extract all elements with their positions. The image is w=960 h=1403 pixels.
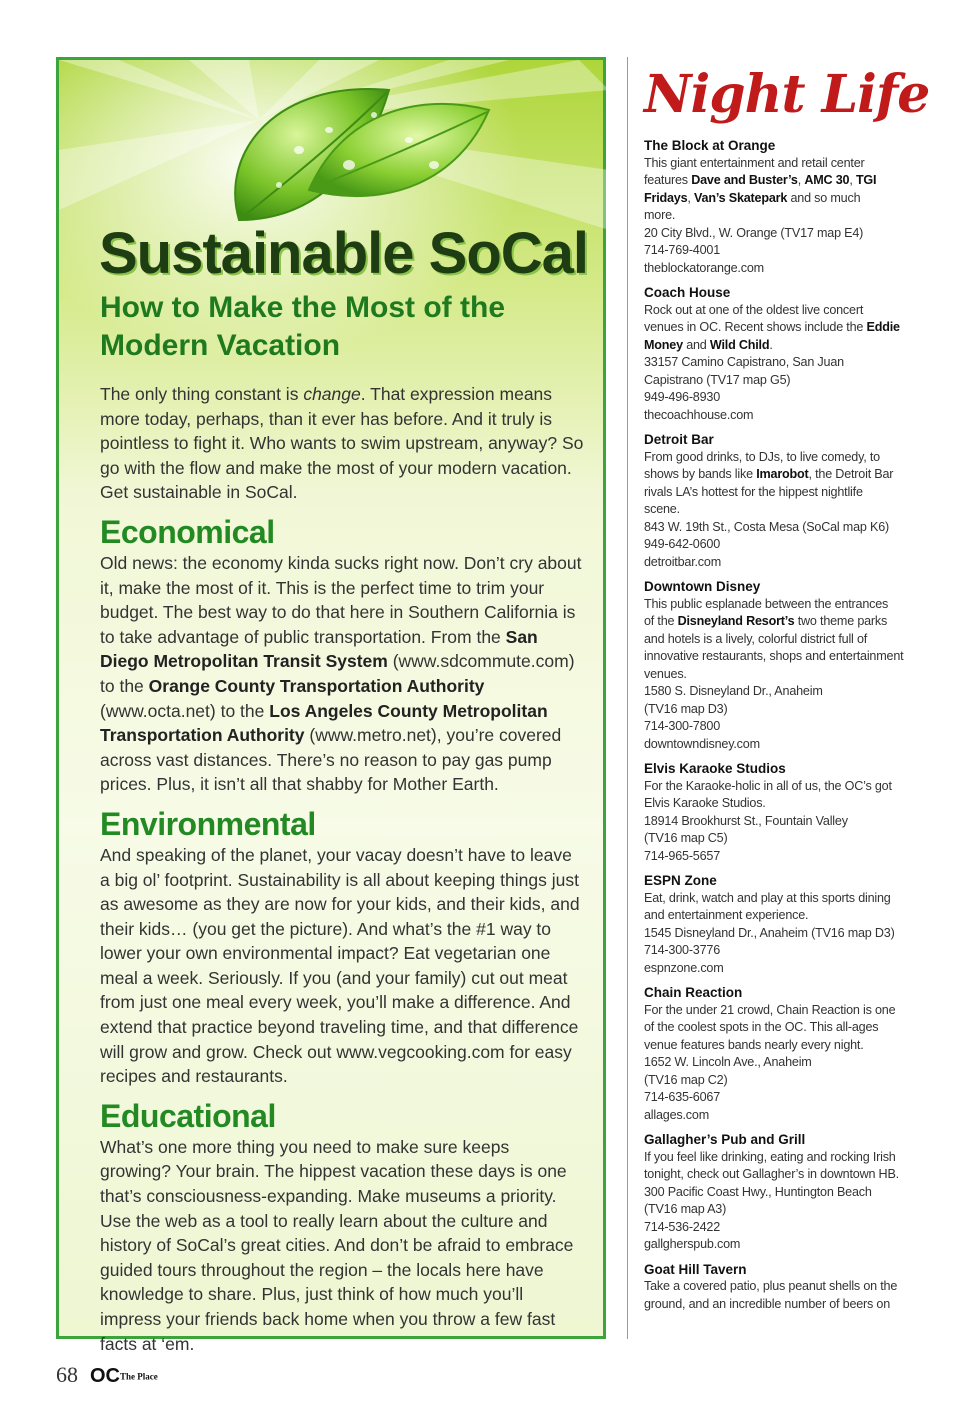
feature-title: Sustainable SoCal [99, 221, 589, 286]
text-run: For the Karaoke-holic in all of us, the OC’s got [644, 778, 892, 793]
text-run: This giant entertainment and retail center [644, 155, 865, 170]
listing-line [644, 1166, 914, 1184]
text-run: 18914 Brookhurst St., Fountain Valley [644, 813, 848, 828]
listing-line [644, 337, 914, 355]
text-run: gallgherspub.com [644, 1237, 741, 1251]
text-run: , [849, 173, 856, 187]
listing-line [644, 449, 914, 467]
bold-text: Fridays [644, 190, 688, 205]
text-run: 843 W. 19th St., Costa Mesa (SoCal map K6) [644, 519, 889, 534]
text-run: shows by bands like [644, 467, 757, 481]
text-run: Elvis Karaoke Studios. [644, 796, 766, 810]
intro-paragraph [100, 382, 585, 505]
listing-line [644, 1054, 914, 1072]
text-run: If you feel like drinking, eating and rocking Irish [644, 1149, 896, 1164]
bold-text: Dave and Buster’s [691, 173, 798, 187]
text-run: innovative restaurants, shops and entertainment [644, 649, 904, 663]
text-run: Take a covered patio, plus peanut shells on the [644, 1279, 898, 1293]
listing-line [644, 242, 914, 260]
text-run: (TV16 map D3) [644, 701, 728, 716]
listing-line [644, 484, 914, 502]
text-run: ground, and an incredible number of beers on [644, 1296, 891, 1311]
text-run: , [687, 190, 695, 205]
text-run: venue features bands nearly every night. [644, 1037, 864, 1052]
text-run: (www.sdcommute.com) to the [100, 651, 575, 696]
text-run: This public esplanade between the entrances [644, 596, 889, 611]
listing-name: The Block at Orange [644, 138, 776, 153]
text-run: and [682, 337, 710, 352]
listing-line [644, 1002, 914, 1020]
bold-text: TGI [855, 173, 877, 187]
section-heading-economical: Economical [100, 513, 275, 550]
listing-line [644, 372, 914, 390]
listing-line [644, 466, 914, 484]
text-run: espnzone.com [644, 960, 724, 975]
text-run: 714-300-3776 [644, 943, 721, 957]
listing-line [644, 1278, 914, 1296]
bold-text: Money [644, 337, 683, 352]
listing-line [644, 631, 914, 649]
feature-subtitle: How to Make the Most of the Modern Vacation [100, 291, 505, 362]
text-run: (www.octa.net) to the [100, 700, 270, 721]
brand-name: OC [90, 1365, 120, 1387]
listing-line [644, 190, 914, 208]
text-run: of the coolest spots in the OC. This all-ages [644, 1020, 879, 1034]
listing-line [644, 1296, 914, 1314]
text-run: Rock out at one of the oldest live concert [644, 302, 864, 317]
text-run: And speaking of the planet, your vacay doesn’t have to leave a big ol’ footprint. Sustainability is all about keeping things just as awesome as they are now for your kids, and their kids, and their kids… (you get the picture). And what’s the #1 way to lower your own environmental impact? Eat vegetarian one meal a week. Seriously. If you (and your family) cut out meat from just one meal every week, you’ll make a difference. And extend that practice beyond traveling time, and that difference will grow and grow. Check out www.vegcooking.com for easy recipes and restaurants. [100, 844, 580, 1087]
listing-line [644, 1107, 914, 1125]
brand-tagline: The Place [120, 1371, 158, 1382]
text-run: (TV16 map A3) [644, 1202, 727, 1216]
text-run: 1652 W. Lincoln Ave., Anaheim [644, 1055, 812, 1069]
listing-line [644, 1236, 914, 1254]
bold-text: Disneyland Resort’s [677, 614, 795, 628]
listing-line [644, 666, 914, 684]
text-run: Eat, drink, watch and play at this sports dining [644, 890, 891, 905]
listing-line [644, 890, 914, 908]
text-run: . [769, 337, 773, 352]
listing-line [644, 1089, 914, 1107]
listing-name: Gallagher’s Pub and Grill [644, 1132, 806, 1147]
listing-line [644, 172, 914, 190]
listing-name: Elvis Karaoke Studios [644, 761, 786, 776]
text-run: , [797, 173, 805, 187]
section-body-environmental [100, 843, 585, 1089]
text-run: and hotels is a lively, colorful district full of [644, 631, 868, 646]
text-run: What’s one more thing you need to make sure keeps growing? Your brain. The hippest vacation these days is one that’s consciousness-expanding. Make museums a priority. Use the web as a tool to really learn about the culture and history of SoCal’s great cities. And don’t be afraid to embrace guided tours throughout the region – the locals here have knowledge to share. Plus, just think of how much you’ll impress your friends back home when you throw a few fast facts at ‘em. [100, 1136, 574, 1354]
listing-line [644, 795, 914, 813]
text-run: scene. [644, 502, 680, 516]
text-run: 949-642-0600 [644, 537, 721, 551]
listing-item [644, 760, 914, 865]
bold-text: Imarobot [756, 467, 809, 481]
listing-line [644, 260, 914, 278]
text-run: 714-769-4001 [644, 243, 721, 257]
text-run: of the [644, 614, 678, 628]
listing-name: ESPN Zone [644, 873, 717, 888]
listing-line [644, 407, 914, 425]
section-body-educational [100, 1135, 585, 1356]
nightlife-listings [644, 137, 914, 1320]
italic-text: change [303, 384, 361, 404]
text-run: 949-496-8930 [644, 390, 721, 404]
text-run: 33157 Camino Capistrano, San Juan [644, 355, 844, 369]
nightlife-title: Night Life [644, 64, 930, 125]
text-run: . That expression means more today, perhaps, than it ever has before. And it truly is pointless to fight it. Who wants to swim upstream, anyway? So go with the flow and make the most of your modern vacation. Get sustainable in SoCal. [100, 384, 584, 503]
brand-logo [90, 1365, 158, 1388]
text-run: more. [644, 208, 676, 222]
listing-line [644, 319, 914, 337]
listing-line [644, 354, 914, 372]
section-heading-educational: Educational [100, 1097, 276, 1134]
listing-item [644, 431, 914, 571]
text-run: two theme parks [794, 614, 888, 628]
listing-line [644, 155, 914, 173]
text-run: venues. [644, 666, 687, 681]
listing-line [644, 683, 914, 701]
text-run: rivals LA’s hottest for the hippest nightlife [644, 484, 863, 499]
listing-line [644, 1184, 914, 1202]
text-run: venues in OC. Recent shows include the [644, 320, 867, 334]
text-run: (TV16 map C5) [644, 831, 728, 845]
listing-line [644, 536, 914, 554]
bold-text: Wild Child [709, 337, 770, 352]
text-run: Capistrano (TV17 map G5) [644, 372, 791, 387]
listing-line [644, 830, 914, 848]
text-run: detroitbar.com [644, 554, 721, 569]
feature-body [100, 382, 585, 1356]
text-run: downtowndisney.com [644, 736, 760, 751]
text-run: features [644, 173, 692, 187]
listing-item [644, 1131, 914, 1254]
listing-line [644, 613, 914, 631]
listing-item [644, 984, 914, 1124]
listing-line [644, 1201, 914, 1219]
bold-text: San Diego Metropolitan Transit System [100, 626, 538, 672]
listing-line [644, 907, 914, 925]
text-run: The only thing constant is [100, 384, 304, 404]
listing-line [644, 1072, 914, 1090]
listing-name: Coach House [644, 285, 731, 300]
listing-line [644, 554, 914, 572]
listing-line [644, 648, 914, 666]
text-run: thecoachhouse.com [644, 407, 754, 422]
text-run: From good drinks, to DJs, to live comedy, to [644, 449, 880, 464]
text-run: 714-965-5657 [644, 848, 721, 863]
text-run: 1545 Disneyland Dr., Anaheim (TV16 map D3) [644, 925, 895, 940]
listing-line [644, 925, 914, 943]
listing-line [644, 1019, 914, 1037]
bold-text: AMC 30 [804, 173, 850, 187]
text-run: 714-300-7800 [644, 719, 721, 733]
text-run: (TV16 map C2) [644, 1072, 728, 1087]
feature-panel [56, 57, 606, 1354]
listing-line [644, 813, 914, 831]
listing-line [644, 1219, 914, 1237]
bold-text: Los Angeles County Metropolitan Transportation Authority [100, 700, 548, 746]
listing-line [644, 848, 914, 866]
listing-line [644, 501, 914, 519]
listing-name: Chain Reaction [644, 985, 743, 1000]
listing-line [644, 736, 914, 754]
text-run: and so much [787, 190, 861, 205]
listing-item [644, 578, 914, 753]
bold-text: Eddie [866, 320, 900, 334]
section-heading-environmental: Environmental [100, 805, 316, 842]
text-run: For the under 21 crowd, Chain Reaction is one [644, 1002, 896, 1017]
text-run: 300 Pacific Coast Hwy., Huntington Beach [644, 1184, 872, 1199]
listing-line [644, 1149, 914, 1167]
text-run: , the Detroit Bar [808, 467, 894, 481]
bold-text: Orange County Transportation Authority [148, 675, 485, 696]
text-run: (www.metro.net), you’re covered across vast distances. There’s no reason to pay gas pump prices. Plus, it isn’t all that shabby for Mother Earth. [100, 725, 562, 795]
listing-line [644, 302, 914, 320]
text-run: tonight, check out Gallagher’s in downtown HB. [644, 1167, 899, 1181]
text-run: Old news: the economy kinda sucks right now. Don’t cry about it, make the most of it. This is the perfect time to trim your budget. The best way to do that here in Southern California is to take advantage of public transportation. From the [100, 552, 582, 647]
text-run: theblockatorange.com [644, 260, 764, 275]
listing-line [644, 389, 914, 407]
listing-name: Downtown Disney [644, 579, 761, 594]
listing-line [644, 519, 914, 537]
listing-line [644, 225, 914, 243]
listing-name: Detroit Bar [644, 432, 714, 447]
text-run: 714-635-6067 [644, 1090, 721, 1104]
listing-line [644, 207, 914, 225]
listing-line [644, 960, 914, 978]
listing-item [644, 284, 914, 424]
bold-text: Van’s Skatepark [694, 190, 788, 205]
text-run: 714-536-2422 [644, 1219, 721, 1234]
listing-name: Goat Hill Tavern [644, 1261, 747, 1277]
page-number: 68 [56, 1362, 78, 1387]
text-run: allages.com [644, 1107, 709, 1122]
text-run: 20 City Blvd., W. Orange (TV17 map E4) [644, 225, 864, 240]
text-run: 1580 S. Disneyland Dr., Anaheim [644, 684, 823, 698]
column-divider [627, 57, 628, 1339]
listing-line [644, 942, 914, 960]
listing-line [644, 778, 914, 796]
listing-line [644, 1037, 914, 1055]
listing-line [644, 596, 914, 614]
text-run: and entertainment experience. [644, 908, 809, 922]
listing-line [644, 718, 914, 736]
listing-line [644, 701, 914, 719]
listing-item [644, 872, 914, 977]
listing-item [644, 1261, 914, 1314]
listing-item [644, 137, 914, 277]
section-body-economical [100, 551, 585, 797]
